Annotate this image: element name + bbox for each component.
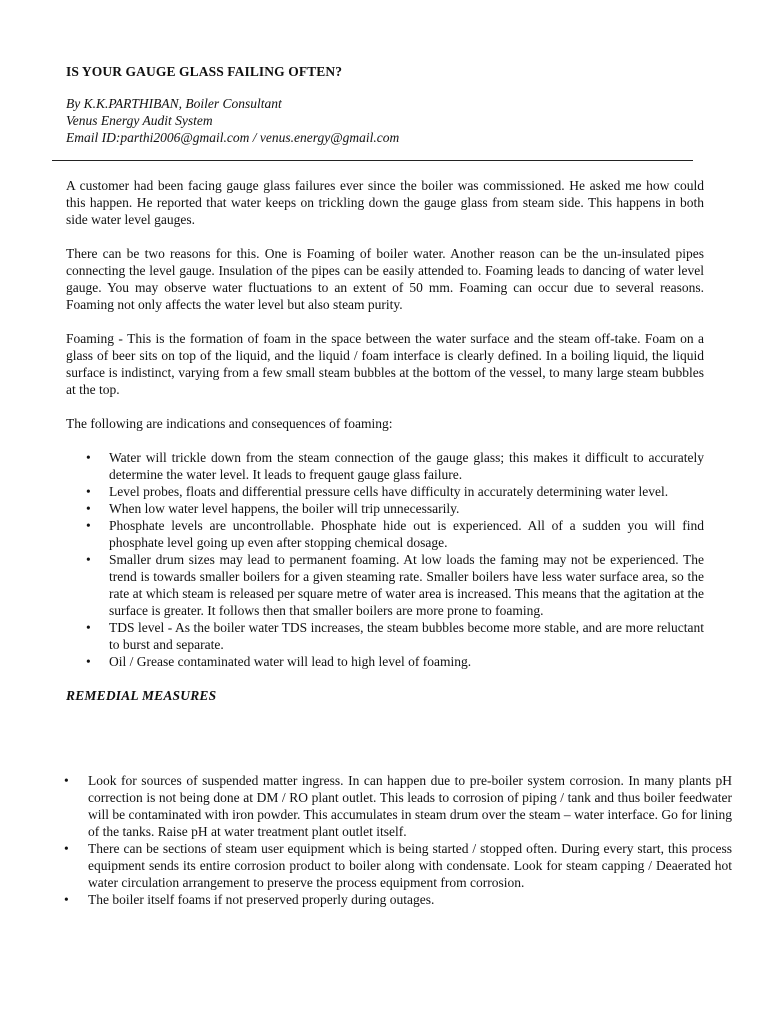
list-item bbox=[66, 500, 704, 517]
list-item bbox=[66, 517, 704, 551]
list-item bbox=[66, 551, 704, 619]
paragraph-foaming-definition: Foaming - This is the formation of foam in the space between the water surface and the steam off-take. Foam on a glass of beer sits on top of the liquid, and the liquid / foam interface is clearly defined. In a boiling liquid, the liquid surface is indistinct, varying from a few small steam bubbles at the bottom of the vessel, to many large steam bubbles at the top. bbox=[66, 331, 704, 397]
bullet-icon: • bbox=[86, 654, 91, 669]
list-item-text: The boiler itself foams if not preserved properly during outages. bbox=[88, 892, 435, 907]
bullet-icon: • bbox=[86, 450, 91, 465]
bullet-icon: • bbox=[86, 484, 91, 499]
list-item-text: There can be sections of steam user equipment which is being started / stopped often. During every start, this process equipment sends its entire corrosion product to boiler along with condensate. Look for steam capping / Deaerated hot water circulation arrangement to preserve the process equipment from corrosion. bbox=[88, 841, 732, 890]
bullet-icon: • bbox=[64, 841, 69, 856]
list-item-text: When low water level happens, the boiler will trip unnecessarily. bbox=[109, 501, 460, 516]
bullet-icon: • bbox=[86, 552, 91, 567]
list-item bbox=[66, 840, 732, 891]
remedial-measures-list bbox=[66, 772, 732, 908]
list-item-text: Water will trickle down from the steam connection of the gauge glass; this makes it difficult to accurately determine the water level. It leads to frequent gauge glass failure. bbox=[109, 450, 704, 482]
bullet-icon: • bbox=[64, 773, 69, 788]
document-title: IS YOUR GAUGE GLASS FAILING OFTEN? bbox=[66, 64, 343, 79]
list-item bbox=[66, 772, 732, 840]
paragraph-intro: A customer had been facing gauge glass failures ever since the boiler was commissioned. He asked me how could this happen. He reported that water keeps on trickling down the gauge glass from steam side. This happens in both side water level gauges. bbox=[66, 178, 704, 227]
remedial-measures-heading: REMEDIAL MEASURES bbox=[66, 688, 217, 703]
bullet-icon: • bbox=[86, 501, 91, 516]
author-organization: Venus Energy Audit System bbox=[66, 113, 213, 128]
list-item-text: Oil / Grease contaminated water will lead to high level of foaming. bbox=[109, 654, 472, 669]
list-item bbox=[66, 619, 704, 653]
bullet-icon: • bbox=[64, 892, 69, 907]
remedial-measures-section bbox=[66, 772, 732, 908]
paragraph-indications-intro: The following are indications and consequences of foaming: bbox=[66, 416, 393, 431]
document-body bbox=[66, 177, 704, 719]
list-item-text: Phosphate levels are uncontrollable. Phosphate hide out is experienced. All of a sudden you will find phosphate level going up even after stopping chemical dosage. bbox=[109, 518, 704, 550]
bullet-icon: • bbox=[86, 518, 91, 533]
indications-list bbox=[66, 449, 704, 670]
list-item bbox=[66, 891, 732, 908]
list-item-text: Smaller drum sizes may lead to permanent foaming. At low loads the faming may not be experienced. The trend is towards smaller boilers for a given steaming rate. Smaller boilers have less water surface area, so the rate at which steam is released per square metre of water area is increased. This means that the agitation at the surface is greater. It follows then that smaller boilers are more prone to foaming. bbox=[109, 552, 704, 618]
list-item-text: TDS level - As the boiler water TDS increases, the steam bubbles become more stable, and are more reluctant to burst and separate. bbox=[109, 620, 704, 652]
author-name: By K.K.PARTHIBAN, Boiler Consultant bbox=[66, 96, 282, 111]
bullet-icon: • bbox=[86, 620, 91, 635]
header-divider bbox=[52, 160, 693, 161]
list-item bbox=[66, 449, 704, 483]
list-item-text: Level probes, floats and differential pressure cells have difficulty in accurately determining water level. bbox=[109, 484, 669, 499]
list-item bbox=[66, 653, 704, 670]
author-byline bbox=[66, 95, 399, 146]
list-item-text: Look for sources of suspended matter ingress. In can happen due to pre-boiler system corrosion. In many plants pH correction is not being done at DM / RO plant outlet. This leads to corrosion of piping / tank and thus boiler feedwater will be contaminated with iron powder. This accumulates in steam drum over the steam – water interface. Go for lining of the tanks. Raise pH at water treatment plant outlet itself. bbox=[88, 773, 732, 839]
author-email: Email ID:parthi2006@gmail.com / venus.energy@gmail.com bbox=[66, 130, 400, 145]
list-item bbox=[66, 483, 704, 500]
paragraph-reasons: There can be two reasons for this. One is Foaming of boiler water. Another reason can be the un-insulated pipes connecting the level gauge. Insulation of the pipes can be easily attended to. Foaming leads to dancing of water level gauge. You may observe water fluctuations to an extent of 50 mm. Foaming can occur due to several reasons. Foaming not only affects the water level but also steam purity. bbox=[66, 246, 704, 312]
